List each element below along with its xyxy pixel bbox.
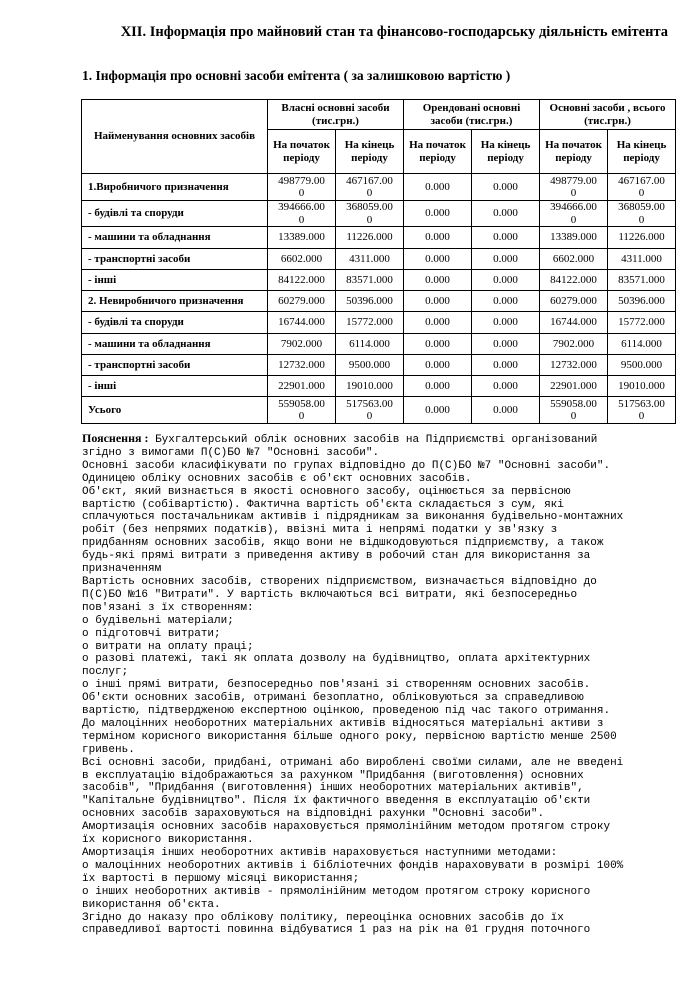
table-cell: 0.000 bbox=[472, 227, 540, 249]
table-cell: 19010.000 bbox=[608, 376, 676, 397]
table-cell: 394666.00 0 bbox=[268, 201, 336, 227]
table-cell: 0.000 bbox=[404, 201, 472, 227]
notes-first-line: Бухгалтерський облік основних засобів на Підприємстві організований bbox=[148, 434, 598, 446]
table-cell: 0.000 bbox=[472, 376, 540, 397]
table-cell: 15772.000 bbox=[336, 312, 404, 334]
table-cell: 0.000 bbox=[472, 291, 540, 312]
table-cell: 0.000 bbox=[472, 334, 540, 355]
table-cell: 12732.000 bbox=[540, 355, 608, 376]
table-cell: 467167.00 0 bbox=[336, 174, 404, 201]
row-label: - машини та обладнання bbox=[82, 334, 268, 355]
explanatory-notes bbox=[82, 432, 682, 937]
table-cell: 0.000 bbox=[404, 397, 472, 424]
header-total-assets: Основні засоби , всього (тис.грн.) bbox=[540, 100, 676, 130]
header-leased-end: На кінець періоду bbox=[472, 130, 540, 174]
table-cell: 0.000 bbox=[404, 249, 472, 270]
table-cell: 0.000 bbox=[404, 334, 472, 355]
table-cell: 0.000 bbox=[404, 227, 472, 249]
table-row bbox=[82, 312, 676, 334]
table-cell: 0.000 bbox=[472, 397, 540, 424]
table-cell: 9500.000 bbox=[608, 355, 676, 376]
table-row bbox=[82, 355, 676, 376]
notes-label: Пояснення : bbox=[82, 431, 149, 445]
row-label: - будівлі та споруди bbox=[82, 201, 268, 227]
table-cell: 22901.000 bbox=[540, 376, 608, 397]
table-cell: 0.000 bbox=[472, 174, 540, 201]
table-cell: 84122.000 bbox=[540, 270, 608, 291]
table-row bbox=[82, 334, 676, 355]
header-leased-assets: Орендовані основні засоби (тис.грн.) bbox=[404, 100, 540, 130]
header-total-start: На початок періоду bbox=[540, 130, 608, 174]
table-cell: 16744.000 bbox=[540, 312, 608, 334]
table-cell: 16744.000 bbox=[268, 312, 336, 334]
table-row bbox=[82, 376, 676, 397]
table-row bbox=[82, 227, 676, 249]
table-cell: 4311.000 bbox=[608, 249, 676, 270]
table-row bbox=[82, 397, 676, 424]
row-label: - машини та обладнання bbox=[82, 227, 268, 249]
row-label: - транспортні засоби bbox=[82, 355, 268, 376]
section-title: XII. Інформація про майновий стан та фінансово-господарську діяльність емітента bbox=[120, 24, 668, 40]
table-cell: 498779.00 0 bbox=[540, 174, 608, 201]
table-cell: 13389.000 bbox=[540, 227, 608, 249]
table-cell: 517563.00 0 bbox=[336, 397, 404, 424]
table-cell: 517563.00 0 bbox=[608, 397, 676, 424]
table-cell: 368059.00 0 bbox=[336, 201, 404, 227]
table-row bbox=[82, 249, 676, 270]
table-cell: 467167.00 0 bbox=[608, 174, 676, 201]
table-cell: 6114.000 bbox=[608, 334, 676, 355]
table-row bbox=[82, 174, 676, 201]
table-cell: 83571.000 bbox=[336, 270, 404, 291]
notes-body: згідно з вимогами П(С)БО №7 "Основні засоби". Основні засоби класифікувати по групах відповідно до П(С)БО №7 "Основні засоби". Одиницею обліку основних засобів є об'єкт основних засобів. Об'єкт, який визнається в якості основного засобу, оцінюється за первісною вартістю (собівартістю). Фактична вартість об'єкта складається з сум, які сплачуються постачальникам активів і підрядникам за виконання будівельно-монтажних робіт (без непрямих податків), ввізні мита і непрямі податки у зв'язку з придбанням основних засобів, якщо вони не відшкодовуються підприємству, а також будь-які прямі витрати з приведення активу в робочий стан для використання за призначенням Вартість основних засобів, створених підприємством, визначається відповідно до П(С)БО №16 "Витрати". У вартість включаються всі витрати, які безпосередньо пов'язані з їх створенням: о будівельні матеріали; о підготовчі витрати; о витрати на оплату праці; о разові платежі, такі як оплата дозволу на будівництво, оплата архітектурних послуг; о інші прямі витрати, безпосередньо пов'язані зі створенням основних засобів. Об'єкти основних засобів, отримані безоплатно, обліковуються за справедливою вартістю, підтвердженою експертною оцінкою, проведеною під час такого отримання. До малоцінних необоротних матеріальних активів відносяться матеріальні активи з терміном корисного використання більше одного року, первісною вартістю менше 2500 гривень. Всі основні засоби, придбані, отримані або вироблені своїми силами, але не введені в експлуатацію відображаються за рахунком "Придбання (виготовлення) основних засобів", "Придбання (виготовлення) інших необоротних матеріальних активів", "Капітальне будівництво". Після їх фактичного введення в експлуатацію об'єкти основних засобів зараховуються на відповідні рахунки "Основні засоби". Амортизація основних засобів нараховується прямолінійним методом протягом строку їх корисного використання. Амортизація інших необоротних активів нараховується наступними методами: о малоцінних необоротних активів і бібліотечних фондів нараховувати в розмірі 100% їх вартості в першому місяці використання; о інших необоротних активів - прямолінійним методом протягом строку корисного використання об'єкта. Згідно до наказу про облікову політику, переоцінка основних засобів до їх справедливої вартості повинна відбуватися 1 раз на рік на 01 грудня поточного bbox=[82, 446, 624, 937]
table-cell: 11226.000 bbox=[608, 227, 676, 249]
table-cell: 15772.000 bbox=[608, 312, 676, 334]
table-cell: 0.000 bbox=[404, 355, 472, 376]
row-label: - транспортні засоби bbox=[82, 249, 268, 270]
table-cell: 7902.000 bbox=[268, 334, 336, 355]
table-row bbox=[82, 201, 676, 227]
table-cell: 368059.00 0 bbox=[608, 201, 676, 227]
table-cell: 0.000 bbox=[472, 270, 540, 291]
table-cell: 0.000 bbox=[404, 270, 472, 291]
table-cell: 12732.000 bbox=[268, 355, 336, 376]
table-cell: 13389.000 bbox=[268, 227, 336, 249]
table-cell: 60279.000 bbox=[540, 291, 608, 312]
table-cell: 19010.000 bbox=[336, 376, 404, 397]
row-label: Усього bbox=[82, 397, 268, 424]
table-cell: 6602.000 bbox=[540, 249, 608, 270]
table-cell: 0.000 bbox=[472, 312, 540, 334]
header-own-end: На кінець періоду bbox=[336, 130, 404, 174]
table-cell: 84122.000 bbox=[268, 270, 336, 291]
table-cell: 9500.000 bbox=[336, 355, 404, 376]
header-own-assets: Власні основні засоби (тис.грн.) bbox=[268, 100, 404, 130]
table-cell: 0.000 bbox=[472, 355, 540, 376]
table-cell: 559058.00 0 bbox=[268, 397, 336, 424]
table-cell: 559058.00 0 bbox=[540, 397, 608, 424]
table-cell: 7902.000 bbox=[540, 334, 608, 355]
table-cell: 0.000 bbox=[472, 201, 540, 227]
table-cell: 6602.000 bbox=[268, 249, 336, 270]
table-cell: 22901.000 bbox=[268, 376, 336, 397]
row-label: - інші bbox=[82, 270, 268, 291]
table-cell: 498779.00 0 bbox=[268, 174, 336, 201]
header-own-start: На початок періоду bbox=[268, 130, 336, 174]
table-cell: 6114.000 bbox=[336, 334, 404, 355]
table-cell: 11226.000 bbox=[336, 227, 404, 249]
table-cell: 0.000 bbox=[472, 249, 540, 270]
table-cell: 50396.000 bbox=[336, 291, 404, 312]
row-label: - будівлі та споруди bbox=[82, 312, 268, 334]
table-row bbox=[82, 291, 676, 312]
table-cell: 4311.000 bbox=[336, 249, 404, 270]
header-leased-start: На початок періоду bbox=[404, 130, 472, 174]
table-cell: 0.000 bbox=[404, 291, 472, 312]
header-total-end: На кінець періоду bbox=[608, 130, 676, 174]
row-label: 1.Виробничого призначення bbox=[82, 174, 268, 201]
table-cell: 0.000 bbox=[404, 376, 472, 397]
subsection-title: 1. Інформація про основні засоби емітента ( за залишковою вартістю ) bbox=[82, 68, 511, 83]
table-row bbox=[82, 270, 676, 291]
table-cell: 50396.000 bbox=[608, 291, 676, 312]
row-label: - інші bbox=[82, 376, 268, 397]
fixed-assets-table bbox=[81, 99, 676, 424]
table-cell: 0.000 bbox=[404, 312, 472, 334]
table-cell: 0.000 bbox=[404, 174, 472, 201]
table-cell: 60279.000 bbox=[268, 291, 336, 312]
header-asset-name: Найменування основних засобів bbox=[82, 100, 268, 174]
table-cell: 83571.000 bbox=[608, 270, 676, 291]
row-label: 2. Невиробничого призначення bbox=[82, 291, 268, 312]
table-cell: 394666.00 0 bbox=[540, 201, 608, 227]
